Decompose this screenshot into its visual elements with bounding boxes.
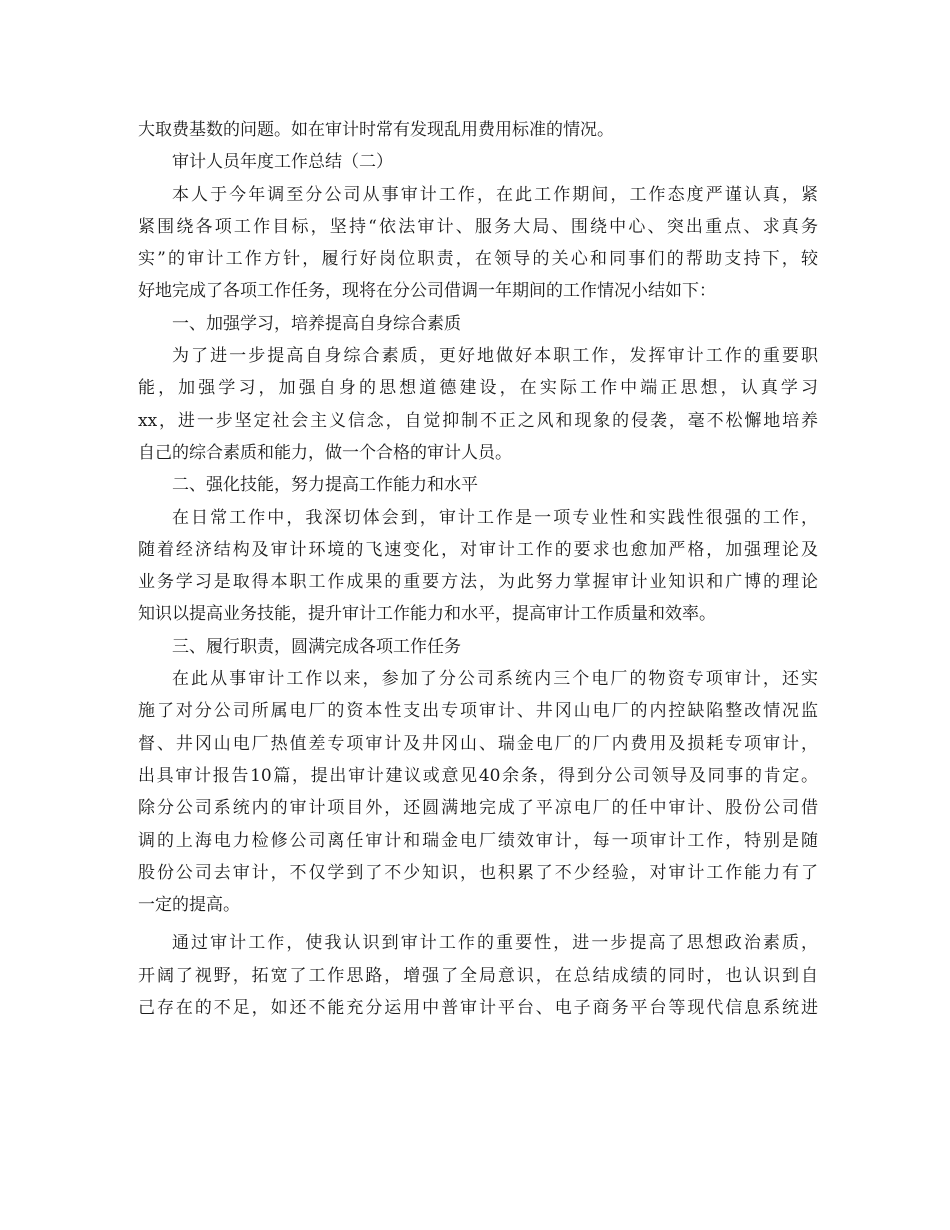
text-line: 好地完成了各项工作任务，现将在分公司借调一年期间的工作情况小结如下： [138,281,716,302]
text-line: 调的上海电力检修公司离任审计和瑞金电厂绩效审计，每一项审计工作，特别是随 [138,830,818,851]
section-title: 审计人员年度工作总结（二） [172,152,393,173]
text-line: 大取费基数的问题。如在审计时常有发现乱用费用标准的情况。 [138,120,614,140]
text-line: 能，加强学习，加强自身的思想道德建设，在实际工作中端正思想，认真学习 [138,378,818,399]
text-line: 本人于今年调至分公司从事审计工作，在此工作期间，工作态度严谨认真，紧 [172,184,818,205]
text-line: xx，进一步坚定社会主义信念，自觉抑制不正之风和现象的侵袭，毫不松懈地培养 [138,410,818,431]
text-line: 业务学习是取得本职工作成果的重要方法，为此努力掌握审计业知识和广博的理论 [138,572,818,593]
text-line: 实”的审计工作方针，履行好岗位职责，在领导的关心和同事们的帮助支持下，较 [138,249,818,270]
text-line: 己存在的不足，如还不能充分运用中普审计平台、电子商务平台等现代信息系统进 [138,998,818,1019]
text-line: 施了对分公司所属电厂的资本性支出专项审计、井冈山电厂的内控缺陷整改情况监 [138,701,818,722]
text-line: 随着经济结构及审计环境的飞速变化，对审计工作的要求也愈加严格，加强理论及 [138,539,818,560]
section-heading: 二、强化技能，努力提高工作能力和水平 [172,475,478,496]
text-line: 督、井冈山电厂热值差专项审计及井冈山、瑞金电厂的厂内费用及损耗专项审计， [138,733,818,754]
text-line: 通过审计工作，使我认识到审计工作的重要性，进一步提高了思想政治素质， [172,933,818,954]
text-line: 在此从事审计工作以来，参加了分公司系统内三个电厂的物资专项审计，还实 [172,669,818,690]
text-line: 开阔了视野，拓宽了工作思路，增强了全局意识，在总结成绩的同时，也认识到自 [138,965,818,986]
text-line: 紧围绕各项工作目标，坚持“依法审计、服务大局、围绕中心、突出重点、求真务 [138,216,818,237]
text-line: 股份公司去审计，不仅学到了不少知识，也积累了不少经验，对审计工作能力有了 [138,862,818,883]
text-line: 知识以提高业务技能，提升审计工作能力和水平，提高审计工作质量和效率。 [138,604,716,625]
text-line: 在日常工作中，我深切体会到，审计工作是一项专业性和实践性很强的工作， [172,507,818,528]
text-line: 除分公司系统内的审计项目外，还圆满地完成了平凉电厂的任中审计、股份公司借 [138,798,818,819]
text-line: 出具审计报告10篇，提出审计建议或意见40余条，得到分公司领导及同事的肯定。 [138,765,818,786]
text-line: 为了进一步提高自身综合素质，更好地做好本职工作，发挥审计工作的重要职 [172,346,818,367]
document-body [138,114,818,1024]
section-heading: 三、履行职责，圆满完成各项工作任务 [172,636,461,657]
section-heading: 一、加强学习，培养提高自身综合素质 [172,313,461,334]
text-line: 一定的提高。 [138,895,240,916]
text-line: 自己的综合素质和能力，做一个合格的审计人员。 [138,442,512,463]
